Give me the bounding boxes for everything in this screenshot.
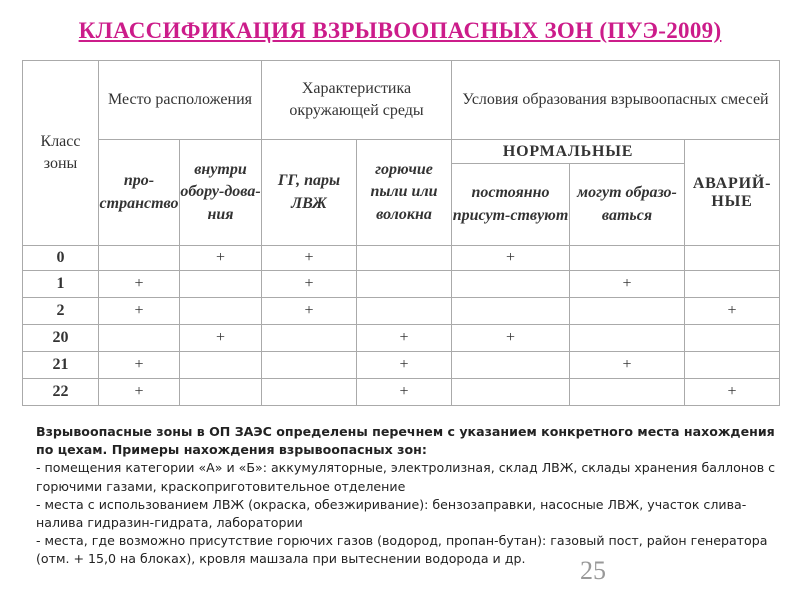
mark-cell: + (357, 325, 452, 352)
mark-cell (262, 352, 357, 379)
mark-cell: + (262, 298, 357, 325)
note-item: - места, где возможно присутствие горючих газов (водород, пропан-бутан): газовый пост, район генератора (отм. + 15,0 на блоках), кровля машзала при вытеснении водорода и др. (36, 533, 768, 567)
mark-cell (357, 271, 452, 298)
mark-cell (357, 298, 452, 325)
zone-class-cell: 2 (23, 298, 99, 325)
note-item: - помещения категории «А» и «Б»: аккумуляторные, электролизная, склад ЛВЖ, склады хранения баллонов с горючими газами, краскоприготовительное отделение (36, 460, 776, 494)
mark-cell (452, 379, 570, 406)
zone-classification-table (22, 60, 780, 406)
table-row (23, 325, 780, 352)
mark-cell: + (685, 379, 780, 406)
header-conditions: Условия образования взрывоопасных смесей (452, 61, 780, 140)
mark-cell: + (180, 246, 262, 271)
mark-cell (262, 325, 357, 352)
mark-cell (452, 298, 570, 325)
mark-cell (685, 325, 780, 352)
subheader-gases: ГГ, пары ЛВЖ (262, 140, 357, 246)
mark-cell (99, 246, 180, 271)
mark-cell: + (180, 325, 262, 352)
mark-cell: + (99, 379, 180, 406)
mark-cell (357, 246, 452, 271)
mark-cell (262, 379, 357, 406)
zones-note (36, 423, 776, 569)
zone-class-cell: 20 (23, 325, 99, 352)
subheader-constant: постоянно присут-ствуют (452, 164, 570, 246)
note-item: - места с использованием ЛВЖ (окраска, обезжиривание): бензозаправки, насосные ЛВЖ, участок слива-налива гидразин-гидрата, лаборатории (36, 496, 747, 531)
mark-cell: + (262, 246, 357, 271)
subheader-may-form: могут образо-ваться (570, 164, 685, 246)
page-number: 25 (580, 556, 606, 585)
mark-cell: + (570, 352, 685, 379)
header-environment: Характеристика окружающей среды (262, 61, 452, 140)
mark-cell (180, 352, 262, 379)
mark-cell (99, 325, 180, 352)
mark-cell (685, 271, 780, 298)
mark-cell (570, 298, 685, 325)
note-lead: Взрывоопасные зоны в ОП ЗАЭС определены перечнем с указанием конкретного места нахождения по цехам. Примеры нахождения взрывоопасных зон: (36, 424, 775, 458)
mark-cell (570, 379, 685, 406)
subheader-inside-equipment: внутри обору-дова-ния (180, 140, 262, 246)
mark-cell (180, 271, 262, 298)
mark-cell: + (452, 325, 570, 352)
zone-class-cell: 21 (23, 352, 99, 379)
header-zone-class: Класс зоны (23, 61, 99, 246)
zone-class-cell: 0 (23, 246, 99, 271)
mark-cell (180, 298, 262, 325)
zone-class-cell: 1 (23, 271, 99, 298)
table-row (23, 379, 780, 406)
mark-cell: + (262, 271, 357, 298)
mark-cell (180, 379, 262, 406)
subheader-normal: НОРМАЛЬНЫЕ (452, 140, 685, 164)
table-row (23, 352, 780, 379)
mark-cell (685, 352, 780, 379)
mark-cell: + (570, 271, 685, 298)
subheader-space: про-странство (99, 140, 180, 246)
subheader-dust: горючие пыли или волокна (357, 140, 452, 246)
table-row (23, 271, 780, 298)
mark-cell: + (99, 298, 180, 325)
mark-cell (452, 271, 570, 298)
mark-cell (570, 246, 685, 271)
mark-cell: + (99, 352, 180, 379)
mark-cell: + (99, 271, 180, 298)
mark-cell (452, 352, 570, 379)
table-row (23, 298, 780, 325)
page-title: КЛАССИФИКАЦИЯ ВЗРЫВООПАСНЫХ ЗОН (ПУЭ-2009) (78, 18, 722, 43)
mark-cell: + (452, 246, 570, 271)
mark-cell: + (357, 352, 452, 379)
table-row (23, 246, 780, 271)
mark-cell: + (685, 298, 780, 325)
mark-cell: + (357, 379, 452, 406)
subheader-emergency: АВАРИЙ-НЫЕ (685, 140, 780, 246)
zone-class-cell: 22 (23, 379, 99, 406)
mark-cell (685, 246, 780, 271)
mark-cell (570, 325, 685, 352)
header-location: Место расположения (99, 61, 262, 140)
